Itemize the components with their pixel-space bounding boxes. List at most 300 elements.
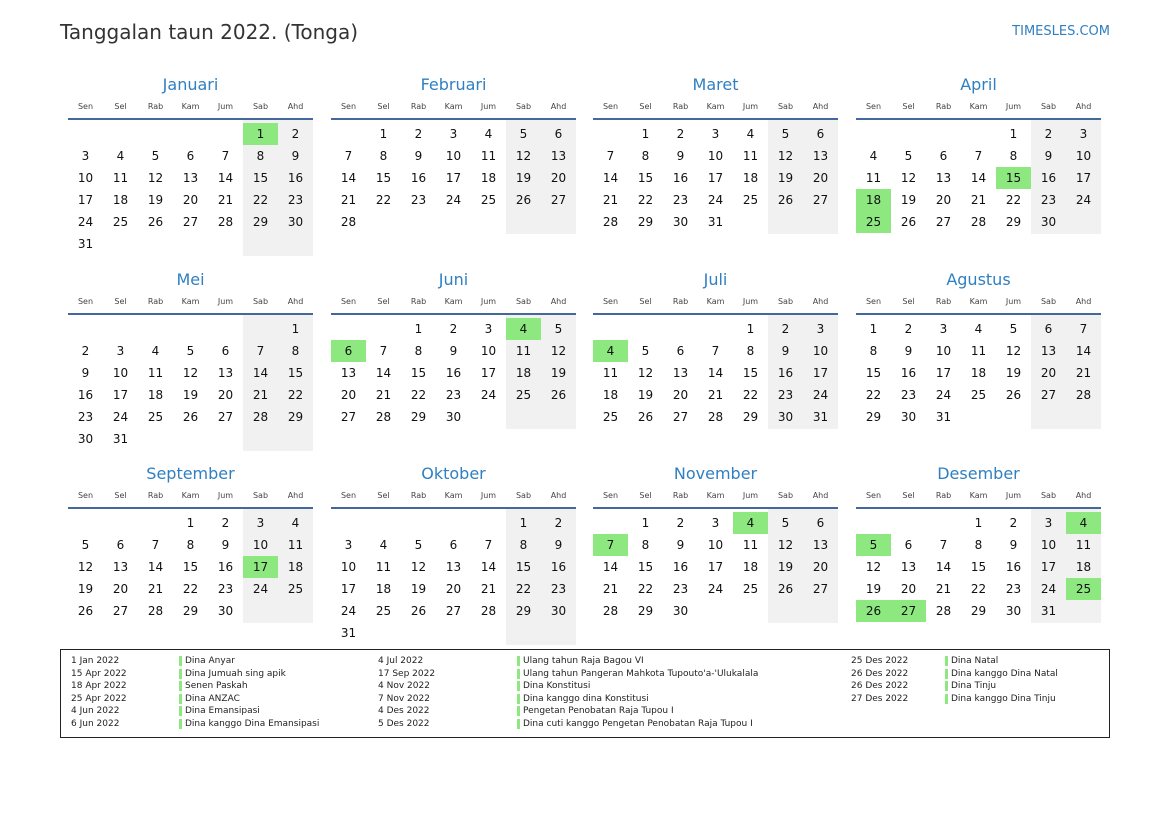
day-cell: 28 [602,215,619,229]
day-cell: 3 [484,322,493,336]
holiday-date: 4 Jun 2022 [71,706,120,717]
day-cell: 10 [112,366,129,380]
day-cell: 16 [1005,560,1022,574]
holiday-day: 6 [331,340,366,362]
month-name: Agustus [946,270,1011,289]
month-name: Oktober [421,464,486,483]
day-cell: 26 [637,410,654,424]
day-cell: 22 [410,388,427,402]
day-cell: 24 [340,604,357,618]
day-cell: 9 [676,149,685,163]
day-cell: 28 [147,604,164,618]
day-cell: 21 [480,582,497,596]
day-cell: 4 [746,127,755,141]
day-cell: 9 [1009,538,1018,552]
day-cell: 27 [935,215,952,229]
weekday-label: Sab [515,102,532,111]
day-cell: 23 [672,193,689,207]
holiday-date: 4 Des 2022 [378,706,430,717]
day-cell: 6 [816,516,825,530]
day-cell: 5 [641,344,650,358]
weekday-label: Rab [147,102,164,111]
weekday-label: Sab [1040,297,1057,306]
day-cell: 17 [340,582,357,596]
holiday-date: 1 Jan 2022 [71,656,120,666]
month-name: Maret [692,75,739,94]
day-cell: 9 [291,149,300,163]
day-cell: 29 [252,215,269,229]
day-cell: 7 [484,538,493,552]
day-cell: 23 [217,582,234,596]
weekday-label: Sen [77,102,94,111]
day-cell: 1 [1009,127,1018,141]
day-cell: 1 [379,127,388,141]
day-cell: 28 [252,410,269,424]
day-cell: 2 [554,516,563,530]
day-cell: 21 [602,193,619,207]
day-cell: 24 [77,215,94,229]
day-cell: 3 [449,127,458,141]
day-cell: 7 [711,344,720,358]
day-cell: 1 [291,322,300,336]
day-cell: 29 [182,604,199,618]
day-cell: 2 [1009,516,1018,530]
holiday-date: 15 Apr 2022 [71,668,127,679]
day-cell: 14 [602,560,619,574]
weekday-label: Sel [902,102,915,111]
day-cell: 9 [414,149,423,163]
day-cell: 3 [81,149,90,163]
day-cell: 1 [974,516,983,530]
day-cell: 8 [379,149,388,163]
day-cell: 19 [147,193,164,207]
weekday-label: Kam [969,297,988,306]
day-cell: 14 [970,171,987,185]
holiday-day: 4 [1066,512,1101,534]
day-cell: 7 [974,149,983,163]
weekday-label: Rab [410,297,427,306]
weekday-header [856,297,1101,309]
weekday-label: Kam [181,297,200,306]
day-cell: 12 [637,366,654,380]
day-cell: 13 [1040,344,1057,358]
day-cell: 24 [445,193,462,207]
holiday-day: 4 [733,512,768,534]
day-cell: 15 [865,366,882,380]
day-cell: 30 [445,410,462,424]
weekday-header [331,102,576,114]
day-cell: 19 [410,582,427,596]
day-cell: 29 [637,604,654,618]
day-cell: 14 [147,560,164,574]
day-cell: 20 [217,388,234,402]
day-cell: 28 [935,604,952,618]
weekday-label: Jum [742,491,759,500]
day-cell: 30 [900,410,917,424]
day-cell: 16 [410,171,427,185]
day-cell: 29 [1005,215,1022,229]
day-cell: 23 [1005,582,1022,596]
holiday-date: 25 Apr 2022 [71,693,127,704]
holiday-name: Dina Natal [945,655,998,668]
day-cell: 30 [550,604,567,618]
day-cell: 13 [182,171,199,185]
weekday-label: Sab [1040,102,1057,111]
day-cell: 17 [112,388,129,402]
weekday-label: Kam [181,102,200,111]
day-cell: 27 [812,582,829,596]
weekday-label: Ahd [812,297,829,306]
weekday-label: Kam [444,491,463,500]
day-cell: 29 [637,215,654,229]
day-cell: 6 [116,538,125,552]
day-cell: 20 [445,582,462,596]
day-cell: 7 [256,344,265,358]
day-cell: 8 [641,538,650,552]
day-cell: 10 [252,538,269,552]
weekday-label: Kam [444,297,463,306]
weekday-label: Rab [147,491,164,500]
holiday-date: 17 Sep 2022 [378,668,436,679]
holiday-row [61,680,1101,693]
day-cell: 24 [812,388,829,402]
day-cell: 23 [77,410,94,424]
day-cell: 1 [641,516,650,530]
day-cell: 8 [414,344,423,358]
weekday-label: Kam [706,102,725,111]
weekday-header [856,491,1101,503]
day-cell: 11 [515,344,532,358]
holiday-name: Dina Emansipasi [179,705,260,718]
day-cell: 10 [935,344,952,358]
weekday-label: Jum [480,297,497,306]
weekday-label: Sab [515,297,532,306]
weekday-label: Sen [602,297,619,306]
day-cell: 10 [77,171,94,185]
weekday-label: Sab [777,297,794,306]
day-cell: 16 [550,560,567,574]
day-cell: 1 [746,322,755,336]
day-cell: 24 [1040,582,1057,596]
day-cell: 25 [147,410,164,424]
day-cell: 11 [147,366,164,380]
day-cell: 27 [1040,388,1057,402]
day-cell: 17 [707,171,724,185]
day-cell: 27 [812,193,829,207]
day-cell: 3 [116,344,125,358]
day-cell: 19 [550,366,567,380]
day-cell: 28 [970,215,987,229]
day-cell: 24 [112,410,129,424]
day-cell: 25 [742,193,759,207]
day-cell: 6 [939,149,948,163]
weekday-label: Ahd [287,491,304,500]
day-cell: 15 [515,560,532,574]
day-cell: 12 [1005,344,1022,358]
weekday-header [856,102,1101,114]
day-cell: 22 [637,193,654,207]
day-cell: 17 [1075,171,1092,185]
day-cell: 23 [550,582,567,596]
day-cell: 5 [1009,322,1018,336]
day-cell: 29 [970,604,987,618]
weekday-label: Sen [77,491,94,500]
weekday-label: Sen [340,297,357,306]
day-cell: 7 [1079,322,1088,336]
day-cell: 8 [746,344,755,358]
weekday-header [68,102,313,114]
day-cell: 11 [287,538,304,552]
day-cell: 9 [676,538,685,552]
site-link[interactable]: TIMESLES.COM [1012,24,1110,39]
holiday-day: 25 [856,211,891,233]
weekday-label: Sab [515,491,532,500]
day-cell: 31 [812,410,829,424]
day-cell: 21 [1075,366,1092,380]
day-cell: 13 [900,560,917,574]
day-cell: 19 [77,582,94,596]
day-cell: 26 [410,604,427,618]
weekday-header [593,297,838,309]
weekday-label: Kam [444,102,463,111]
day-cell: 5 [554,322,563,336]
holiday-date: 4 Jul 2022 [378,656,424,666]
day-cell: 7 [221,149,230,163]
day-cell: 8 [974,538,983,552]
day-cell: 13 [935,171,952,185]
holiday-date: 7 Nov 2022 [378,693,430,704]
holiday-day: 27 [891,600,926,622]
day-cell: 12 [777,149,794,163]
holiday-row [61,718,1101,731]
weekday-label: Rab [935,297,952,306]
day-cell: 8 [291,344,300,358]
day-cell: 10 [1040,538,1057,552]
holiday-day: 26 [856,600,891,622]
day-cell: 31 [77,237,94,251]
day-cell: 3 [711,127,720,141]
day-cell: 22 [1005,193,1022,207]
day-cell: 12 [515,149,532,163]
day-cell: 11 [375,560,392,574]
holiday-name: Dina kanggo Dina Tinju [945,693,1056,706]
day-cell: 5 [781,516,790,530]
day-cell: 19 [1005,366,1022,380]
day-cell: 18 [480,171,497,185]
weekday-label: Sel [902,297,915,306]
day-cell: 18 [1075,560,1092,574]
weekday-header [593,102,838,114]
day-cell: 28 [480,604,497,618]
day-cell: 15 [252,171,269,185]
day-cell: 25 [970,388,987,402]
weekday-label: Sen [340,102,357,111]
day-cell: 18 [602,388,619,402]
weekday-label: Rab [935,102,952,111]
holiday-name: Ulang tahun Pangeran Mahkota Tupouto'a-'Ulukalala [517,668,758,681]
day-cell: 31 [935,410,952,424]
day-cell: 2 [904,322,913,336]
day-cell: 18 [147,388,164,402]
weekday-label: Sen [340,491,357,500]
holiday-day: 4 [506,318,541,340]
holiday-name: Dina Anyar [179,655,235,668]
day-cell: 4 [151,344,160,358]
holiday-row [61,705,1101,718]
day-cell: 5 [186,344,195,358]
day-cell: 29 [865,410,882,424]
day-cell: 17 [812,366,829,380]
day-cell: 14 [480,560,497,574]
day-cell: 12 [182,366,199,380]
day-cell: 7 [939,538,948,552]
day-cell: 21 [340,193,357,207]
day-cell: 14 [1075,344,1092,358]
weekday-label: Sel [114,491,127,500]
weekday-label: Sel [377,102,390,111]
day-cell: 25 [742,582,759,596]
weekday-label: Jum [480,491,497,500]
holiday-column [61,655,1101,705]
day-cell: 16 [1040,171,1057,185]
day-cell: 22 [742,388,759,402]
day-cell: 17 [480,366,497,380]
day-cell: 22 [970,582,987,596]
day-cell: 7 [379,344,388,358]
weekday-label: Kam [706,297,725,306]
day-cell: 28 [707,410,724,424]
day-cell: 12 [900,171,917,185]
day-cell: 19 [777,171,794,185]
weekday-label: Sen [865,102,882,111]
month-name: April [960,75,997,94]
day-cell: 15 [637,171,654,185]
day-cell: 1 [519,516,528,530]
weekday-label: Jum [1005,491,1022,500]
weekday-label: Sab [252,102,269,111]
day-cell: 6 [816,127,825,141]
day-cell: 21 [375,388,392,402]
weekday-label: Kam [706,491,725,500]
day-cell: 17 [707,560,724,574]
day-cell: 5 [904,149,913,163]
day-cell: 11 [1075,538,1092,552]
day-cell: 9 [904,344,913,358]
weekday-label: Rab [935,491,952,500]
day-cell: 16 [287,171,304,185]
weekday-label: Sab [777,102,794,111]
day-cell: 22 [252,193,269,207]
day-cell: 26 [777,193,794,207]
holiday-name: Dina kanggo Dina Emansipasi [179,718,319,731]
day-cell: 25 [112,215,129,229]
day-cell: 4 [291,516,300,530]
day-cell: 8 [186,538,195,552]
month-name: Juni [438,270,469,289]
weekday-label: Kam [969,491,988,500]
holiday-name: Dina Jumuah sing apik [179,668,286,681]
day-cell: 11 [742,149,759,163]
day-cell: 29 [410,410,427,424]
day-cell: 16 [77,388,94,402]
day-cell: 27 [672,410,689,424]
weekday-label: Ahd [1075,102,1092,111]
day-cell: 26 [900,215,917,229]
day-cell: 16 [900,366,917,380]
weekday-label: Jum [1005,297,1022,306]
weekday-label: Rab [672,491,689,500]
day-cell: 13 [217,366,234,380]
day-cell: 6 [221,344,230,358]
day-cell: 5 [81,538,90,552]
day-cell: 3 [1044,516,1053,530]
day-cell: 2 [781,322,790,336]
day-cell: 23 [287,193,304,207]
weekday-label: Sen [865,297,882,306]
day-cell: 10 [707,149,724,163]
day-cell: 31 [707,215,724,229]
day-cell: 8 [869,344,878,358]
weekday-label: Sel [377,491,390,500]
weekday-label: Sen [77,297,94,306]
day-cell: 29 [742,410,759,424]
day-cell: 2 [221,516,230,530]
holiday-day: 1 [243,123,278,145]
day-cell: 23 [410,193,427,207]
day-cell: 8 [1009,149,1018,163]
weekday-label: Sel [639,491,652,500]
day-cell: 7 [344,149,353,163]
day-cell: 12 [410,560,427,574]
weekday-label: Ahd [287,297,304,306]
day-cell: 1 [186,516,195,530]
day-cell: 30 [287,215,304,229]
day-cell: 26 [1005,388,1022,402]
day-cell: 16 [777,366,794,380]
month-name: Desember [937,464,1020,483]
day-cell: 31 [340,626,357,640]
weekday-label: Sel [377,297,390,306]
day-cell: 20 [672,388,689,402]
weekday-label: Rab [672,102,689,111]
weekday-label: Jum [217,297,234,306]
day-cell: 11 [970,344,987,358]
day-cell: 17 [77,193,94,207]
weekday-label: Sel [639,102,652,111]
day-cell: 3 [344,538,353,552]
day-cell: 2 [291,127,300,141]
day-cell: 19 [515,171,532,185]
day-cell: 10 [707,538,724,552]
day-cell: 10 [340,560,357,574]
day-cell: 18 [970,366,987,380]
day-cell: 3 [1079,127,1088,141]
weekday-label: Ahd [812,491,829,500]
day-cell: 10 [480,344,497,358]
holiday-row [61,655,1101,668]
day-cell: 21 [707,388,724,402]
day-cell: 26 [777,582,794,596]
weekday-label: Sab [252,491,269,500]
day-cell: 20 [812,171,829,185]
day-cell: 25 [375,604,392,618]
day-cell: 22 [287,388,304,402]
day-cell: 16 [445,366,462,380]
day-cell: 25 [287,582,304,596]
weekday-header [593,491,838,503]
day-cell: 9 [554,538,563,552]
weekday-header [68,297,313,309]
